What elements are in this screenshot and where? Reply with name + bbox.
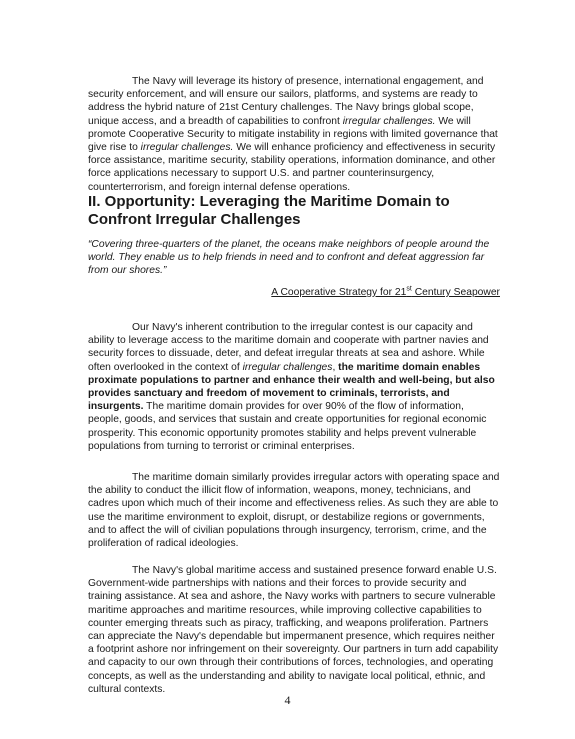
italic-run: irregular challenges [242,361,333,373]
attribution-superscript: st [406,285,412,293]
body-paragraph-partnerships [88,564,500,696]
quote-attribution [271,286,500,299]
italic-run: irregular challenges. [342,115,436,127]
epigraph-quote: “Covering three-quarters of the planet, the oceans make neighbors of people around the world. They enable us to help friends in need and to confront and defeat aggression far from our shores.” [88,239,490,277]
italic-run: irregular challenges. [140,142,234,154]
text-run: The maritime domain similarly provides irregular actors with operating space and the ability to conduct the illicit flow of information, weapons, money, technicians, and cadres upon which much of their income and effectiveness relies. As such they are able to use the maritime environment to exploit, disrupt, or destabilize regions or governments, and to affect the will of civilian populations through insurgency, terrorism, crime, and the proliferation of radical ideologies. [88,472,500,550]
intro-paragraph [88,75,500,194]
text-run: , [332,361,339,373]
bold-run: the maritime domain enables proximate populations to partner and enhance their wealth and well-being, but also provides sanctuary and freedom of movement to criminals, terrorists, and insurgents. [88,361,495,413]
text-run: We will promote Cooperative Security to mitigate instability in regions with limited governance that give rise to [88,115,498,154]
text-run: The maritime domain provides for over 90% of the flow of information, people, goods, and services that sustain and create opportunities for regional economic prosperity. This economic opportunity promotes stability and helps prevent vulnerable populations from turning to terrorist or criminal enterprises. [88,401,487,452]
attribution-text: Century Seapower [411,287,500,298]
text-run: We will enhance proficiency and effectiveness in security force assistance, maritime security, stability operations, information dominance, and other force applications necessary to support U.S. and partner counterinsurgency, counterterrorism, and foreign internal defense operations. [88,142,496,193]
attribution-text: A Cooperative Strategy for 21 [271,287,407,298]
text-run: The Navy will leverage its history of presence, international engagement, and security enforcement, and will ensure our sailors, platforms, and systems are ready to address the hybrid nature of 21st Century challenges. The Navy brings global scope, unique access, and a breadth of capabilities to confront [88,76,484,127]
text-run: The Navy's global maritime access and sustained presence forward enable U.S. Government-wide partnerships with nations and their forces to provide security and training assistance. At sea and ashore, the Navy works with partners to secure vulnerable maritime approaches and maritime resources, while improving collective capabilities to counter emerging threats such as piracy, trafficking, and weapons proliferation. Partners can appreciate the Navy's dependable but impermanent presence, which requires neither a footprint ashore nor infringement on their sovereignty. Our partners in turn add capability and capacity to our own through their contributions of forces, technologies, and operating concepts, as well as the understanding and ability to navigate local political, ethnic, and cultural contexts. [88,565,499,695]
section-heading: II. Opportunity: Leveraging the Maritime Domain to Confront Irregular Challenges [88,193,450,228]
body-paragraph-irregular-actors [88,471,500,550]
page-number: 4 [284,693,291,707]
body-paragraph-access [88,321,500,453]
text-run: Our Navy's inherent contribution to the irregular contest is our capacity and ability to leverage access to the maritime domain and cooperate with partner navies and security forces to dissuade, deter, and defeat irregular threats at sea and ashore. While often overlooked in the context of [88,322,489,373]
